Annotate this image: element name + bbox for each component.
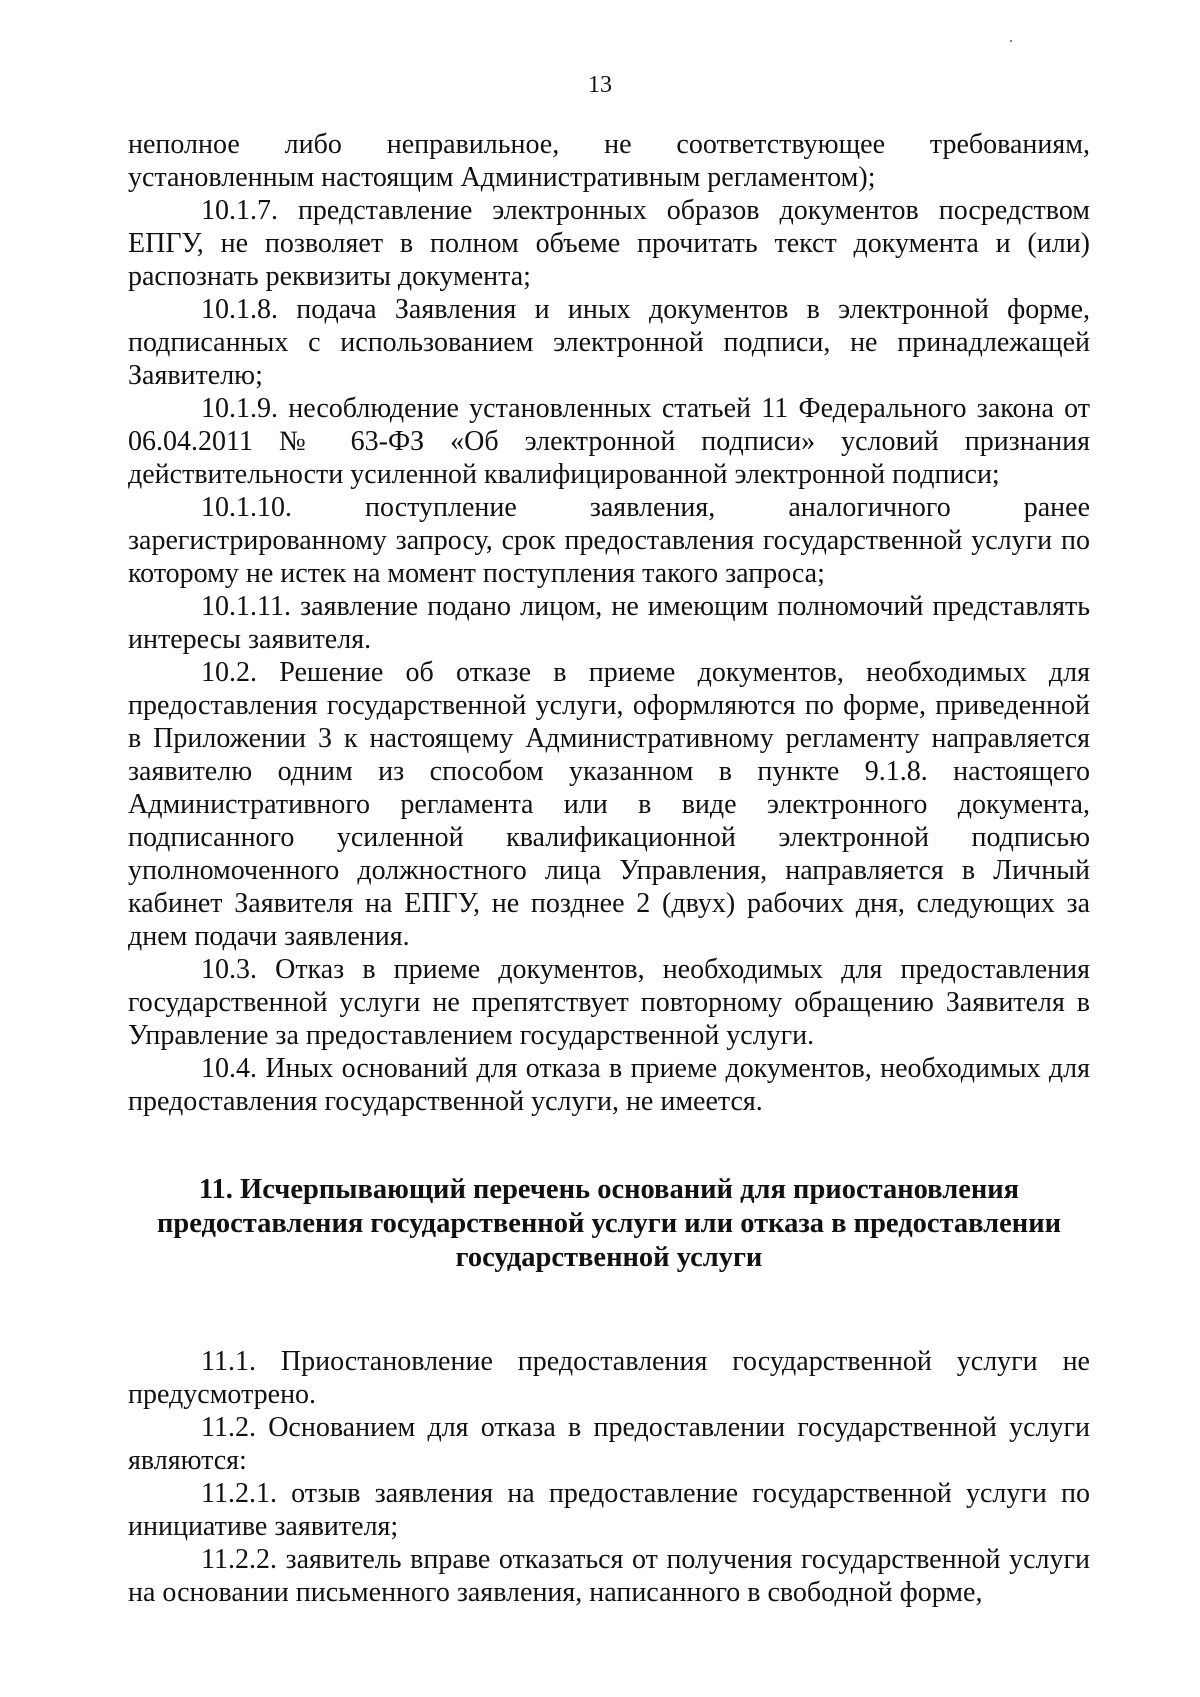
- paragraph-10-2: 10.2. Решение об отказе в приеме документов, необходимых для предоставления государственной услуги, оформляются по форме, приведенной в Приложении 3 к настоящему Административному регламенту направляется заявителю одним из способом указанном в пункте 9.1.8. настоящего Административного регламента или в виде электронного документа, подписанного усиленной квалификационной электронной подписью уполномоченного должностного лица Управления, направляется в Личный кабинет Заявителя на ЕПГУ, не позднее 2 (двух) рабочих дня, следующих за днем подачи заявления.: [128, 657, 1090, 952]
- section-11-heading: [128, 1173, 1090, 1275]
- paragraph-11-2-1: 11.2.1. отзыв заявления на предоставление государственной услуги по инициативе заявителя;: [128, 1478, 1090, 1542]
- paragraph-10-3: 10.3. Отказ в приеме документов, необходимых для предоставления государственной услуги не препятствует повторному обращению Заявителя в Управление за предоставлением государственной услуги.: [128, 954, 1090, 1051]
- paragraph-10-1-11: 10.1.11. заявление подано лицом, не имеющим полномочий представлять интересы заявителя.: [128, 591, 1090, 655]
- paragraph-10-1-8: 10.1.8. подача Заявления и иных документов в электронной форме, подписанных с использованием электронной подписи, не принадлежащей Заявителю;: [128, 294, 1090, 391]
- paragraph-10-1-7: 10.1.7. представление электронных образов документов посредством ЕПГУ, не позволяет в полном объеме прочитать текст документа и (или) распознать реквизиты документа;: [128, 195, 1090, 292]
- page-number: 13: [588, 72, 612, 98]
- paragraph-11-2: 11.2. Основанием для отказа в предоставлении государственной услуги являются:: [128, 1412, 1090, 1476]
- paragraph-10-1-9: 10.1.9. несоблюдение установленных статьей 11 Федерального закона от 06.04.2011 № 63-ФЗ «Об электронной подписи» условий признания действительности усиленной квалифицированной электронной подписи;: [128, 393, 1090, 490]
- page-content: [128, 128, 1090, 1609]
- heading-line: предоставления государственной услуги или отказа в предоставлении: [156, 1208, 1062, 1239]
- paragraph-11-2-2: 11.2.2. заявитель вправе отказаться от получения государственной услуги на основании письменного заявления, написанного в свободной форме,: [128, 1544, 1090, 1608]
- scan-speck: [1010, 40, 1012, 42]
- paragraph-10-4: 10.4. Иных оснований для отказа в приеме документов, необходимых для предоставления государственной услуги, не имеется.: [128, 1053, 1090, 1117]
- paragraph-10-1-10: 10.1.10. поступление заявления, аналогичного ранее зарегистрированному запросу, срок предоставления государственной услуги по которому не истек на момент поступления такого запроса;: [128, 492, 1090, 589]
- section-11-body: [128, 1345, 1090, 1609]
- heading-line: 11. Исчерпывающий перечень оснований для приостановления: [198, 1174, 1020, 1205]
- paragraph-10-1-6-continuation: неполное либо неправильное, не соответствующее требованиям, установленным настоящим Административным регламентом);: [128, 129, 1090, 193]
- heading-line: государственной услуги: [455, 1242, 763, 1273]
- paragraph-11-1: 11.1. Приостановление предоставления государственной услуги не предусмотрено.: [128, 1346, 1090, 1410]
